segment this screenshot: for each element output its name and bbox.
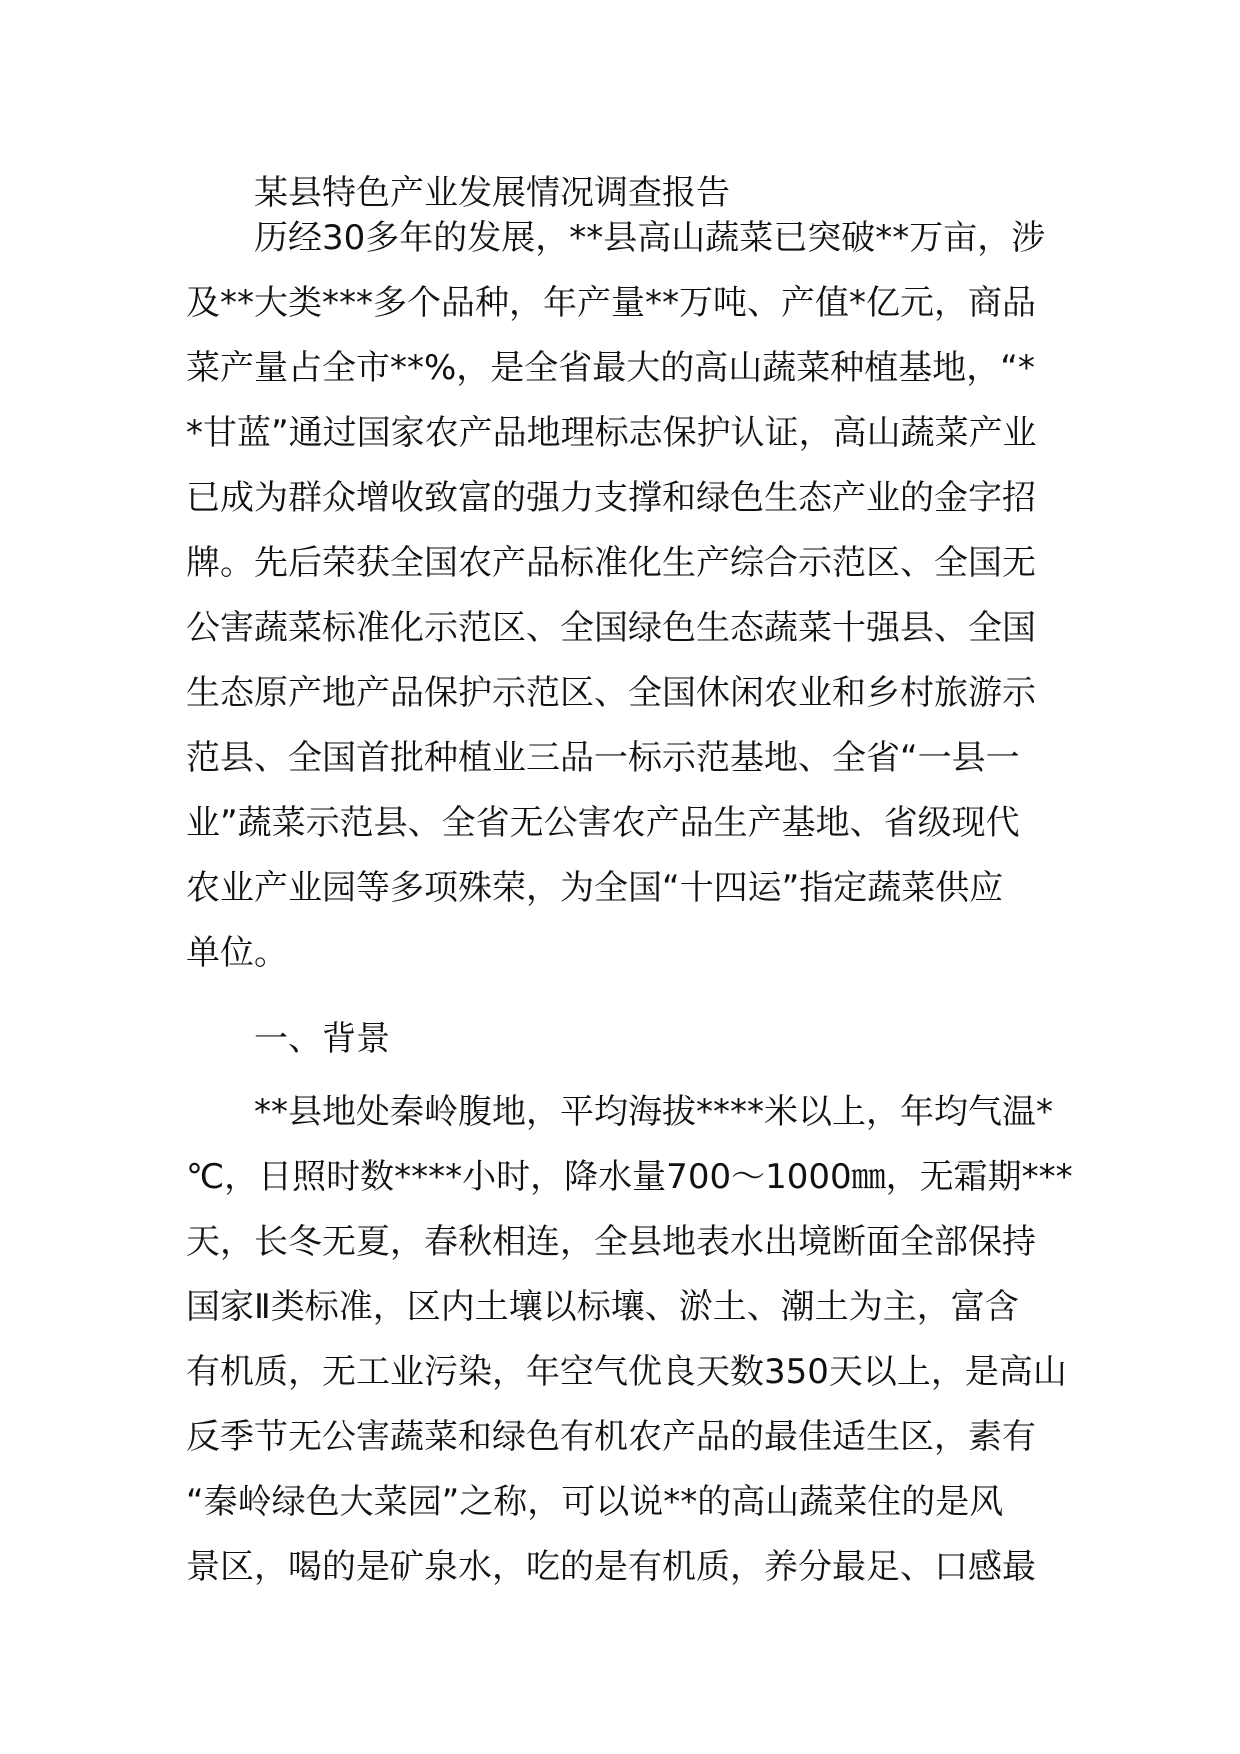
paragraph-line: 反季节无公害蔬菜和绿色有机农产品的最佳适生区，素有	[186, 1417, 1036, 1457]
paragraph-line: 及**大类***多个品种，年产量**万吨、产值*亿元，商品	[186, 283, 1036, 323]
paragraph-line: *甘蓝”通过国家农产品地理标志保护认证，高山蔬菜产业	[186, 413, 1037, 453]
paragraph-line: 有机质，无工业污染，年空气优良天数350天以上，是高山	[186, 1352, 1067, 1392]
paragraph-line: **县地处秦岭腹地，平均海拔****米以上，年均气温*	[254, 1092, 1053, 1132]
paragraph-background	[186, 1080, 1073, 1600]
paragraph-line: 业”蔬菜示范县、全省无公害农产品生产基地、省级现代	[186, 803, 1020, 843]
paragraph-line: 生态原产地产品保护示范区、全国休闲农业和乡村旅游示	[186, 673, 1036, 713]
paragraph-line: 范县、全国首批种植业三品一标示范基地、全省“一县一	[186, 738, 1020, 778]
paragraph-intro	[186, 206, 1056, 986]
paragraph-line: 历经30多年的发展，**县高山蔬菜已突破**万亩，涉	[254, 218, 1046, 258]
paragraph-line: 已成为群众增收致富的强力支撑和绿色生态产业的金字招	[186, 478, 1036, 518]
paragraph-line: 国家Ⅱ类标准，区内土壤以标壤、淤土、潮土为主，富含	[186, 1287, 1019, 1327]
paragraph-line: ℃，日照时数****小时，降水量700～1000㎜，无霜期***	[186, 1157, 1073, 1197]
paragraph-line: “秦岭绿色大菜园”之称，可以说**的高山蔬菜住的是风	[186, 1482, 1004, 1522]
paragraph-line: 菜产量占全市**%，是全省最大的高山蔬菜种植基地，“*	[186, 348, 1035, 388]
paragraph-line: 单位。	[186, 933, 288, 973]
paragraph-line: 公害蔬菜标准化示范区、全国绿色生态蔬菜十强县、全国	[186, 608, 1036, 648]
paragraph-line: 天，长冬无夏，春秋相连，全县地表水出境断面全部保持	[186, 1222, 1036, 1262]
document-title: 某县特色产业发展情况调查报告	[254, 173, 730, 213]
paragraph-line: 牌。先后荣获全国农产品标准化生产综合示范区、全国无	[186, 543, 1036, 583]
section-heading-background: 一、背景	[254, 1019, 390, 1059]
paragraph-line: 景区，喝的是矿泉水，吃的是有机质，养分最足、口感最	[186, 1547, 1036, 1587]
paragraph-line: 农业产业园等多项殊荣，为全国“十四运”指定蔬菜供应	[186, 868, 1004, 908]
